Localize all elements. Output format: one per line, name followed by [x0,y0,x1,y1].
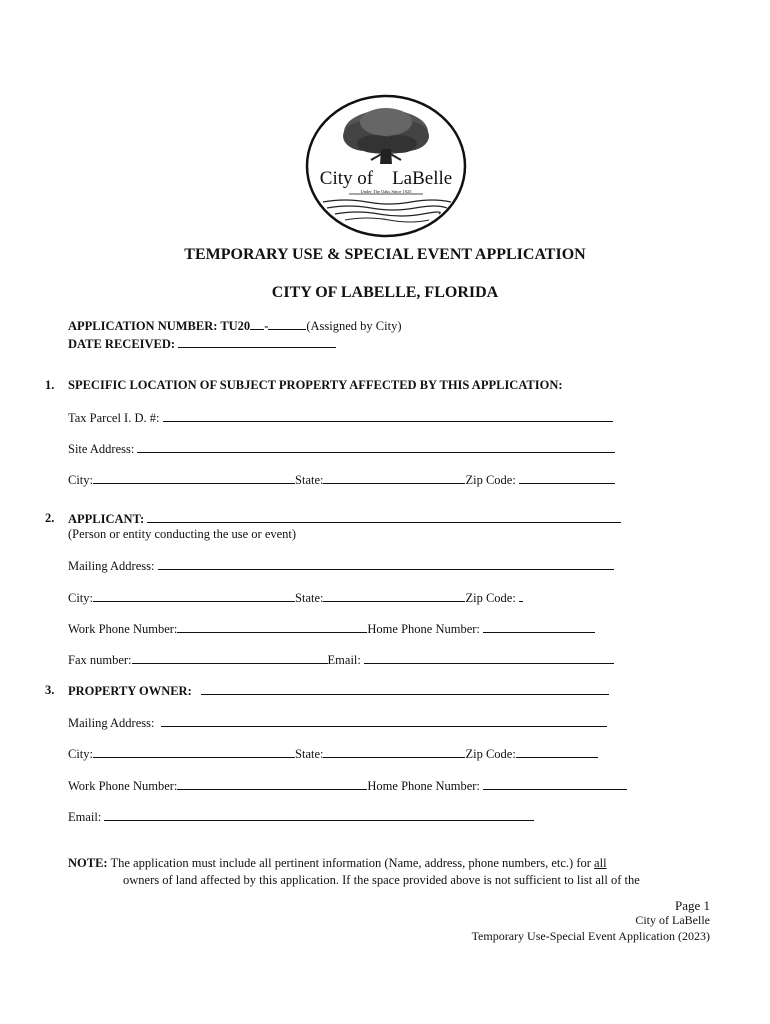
section-1-zip-blank[interactable] [519,472,615,484]
tax-parcel-blank[interactable] [163,410,613,422]
applicant-field: APPLICANT: [68,511,621,527]
applicant-zip-blank[interactable] [519,590,523,602]
note-line-2: owners of land affected by this application. If the space provided above is not sufficient to list all of the [123,873,640,887]
owner-email-blank[interactable] [104,809,534,821]
applicant-sub-note: (Person or entity conducting the use or event) [68,527,297,541]
applicant-city-state-zip: City: State: Zip Code: [68,590,523,606]
owner-email-field: Email: [68,809,534,825]
property-owner-field: PROPERTY OWNER: [68,683,609,699]
applicant-city-blank[interactable] [93,590,295,602]
page-number: Page 1 [674,898,710,913]
owner-mailing-address-field: Mailing Address: [68,715,607,731]
applicant-mailing-address-blank[interactable] [158,558,614,570]
owner-city-blank[interactable] [93,746,295,758]
site-address-field: Site Address: [68,441,615,457]
date-received-field: DATE RECEIVED: [68,336,336,352]
applicant-fax-email-fields: Fax number: Email: [68,652,614,668]
section-3-number: 3. [45,683,55,697]
applicant-state-blank[interactable] [323,590,465,602]
applicant-work-phone-blank[interactable] [177,621,367,633]
section-1-city-blank[interactable] [93,472,295,484]
section-1-number: 1. [45,378,55,392]
applicant-blank[interactable] [147,511,621,523]
application-number-year-blank[interactable] [250,318,264,330]
section-1-city-state-zip: City: State: Zip Code: [68,472,615,488]
note-line-1: NOTE: The application must include all pertinent information (Name, address, phone numbers, etc.) for all [68,856,607,870]
owner-state-blank[interactable] [323,746,465,758]
applicant-phone-fields: Work Phone Number: Home Phone Number: [68,621,595,637]
owner-phone-fields: Work Phone Number: Home Phone Number: [68,778,627,794]
section-2-number: 2. [45,511,55,525]
owner-home-phone-blank[interactable] [483,778,627,790]
applicant-home-phone-blank[interactable] [483,621,595,633]
applicant-email-blank[interactable] [364,652,614,664]
tax-parcel-field: Tax Parcel I. D. #: [68,410,613,426]
section-1-heading: SPECIFIC LOCATION OF SUBJECT PROPERTY AFFECTED BY THIS APPLICATION: [68,378,563,392]
form-subtitle: CITY OF LABELLE, FLORIDA [271,284,499,301]
property-owner-blank[interactable] [201,683,609,695]
application-number-blank[interactable] [268,318,306,330]
footer-form-name: Temporary Use-Special Event Application (2023) [471,929,710,943]
seal-logo-text: City of LaBelle [319,168,453,189]
application-number-field: APPLICATION NUMBER: TU20 - (Assigned by City) [68,319,402,333]
footer-city: City of LaBelle [635,913,710,927]
city-seal-logo [305,94,467,238]
form-title: TEMPORARY USE & SPECIAL EVENT APPLICATION [184,246,586,263]
owner-zip-blank[interactable] [516,746,598,758]
site-address-blank[interactable] [137,441,615,453]
owner-city-state-zip: City: State: Zip Code: [68,746,598,762]
owner-work-phone-blank[interactable] [177,778,367,790]
applicant-mailing-address-field: Mailing Address: [68,558,614,574]
owner-mailing-address-blank[interactable] [161,715,607,727]
date-received-blank[interactable] [178,336,336,348]
seal-motto: Under The Oaks Since 1925 [360,189,412,194]
applicant-fax-blank[interactable] [132,652,328,664]
section-1-state-blank[interactable] [323,472,465,484]
